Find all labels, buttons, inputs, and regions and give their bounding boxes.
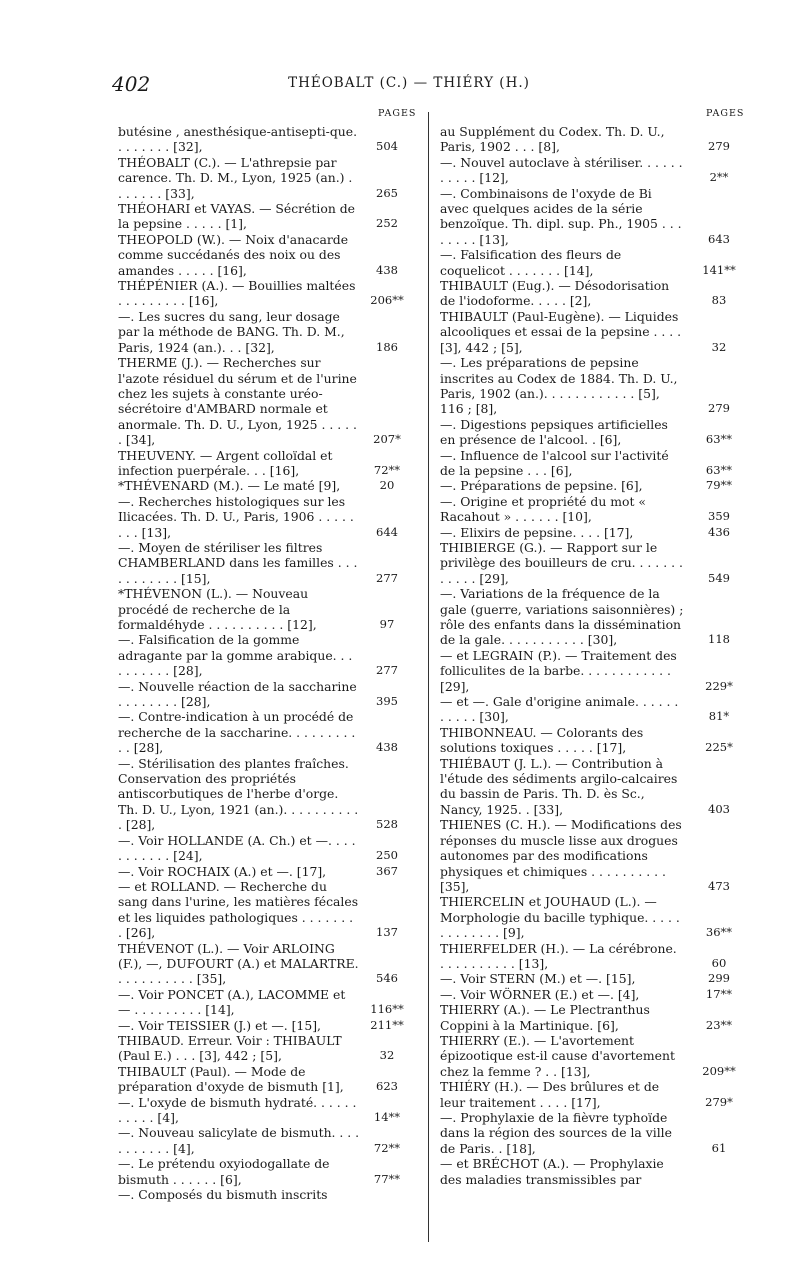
page-number: 402 (112, 72, 151, 96)
index-entry (440, 448, 746, 479)
entry-page: 265 (376, 185, 398, 200)
entry-text: THIBAULT (Paul-Eugène). — Liquides alcooliques et essai de la pepsine . . . . [3], 442 ; [5], (440, 308, 682, 355)
index-entry (440, 941, 746, 972)
entry-page: 79** (705, 478, 733, 493)
entry-text: —. Nouvel autoclave à stériliser. . . . . . . . . . . [12], (440, 154, 683, 186)
entry-text: —. Nouveau salicylate de bismuth. . . . . . . . . . . [4], (118, 1125, 360, 1156)
index-entry (440, 278, 746, 309)
entry-page: 252 (376, 216, 398, 231)
entry-page: 438 (376, 740, 398, 755)
index-entry (118, 355, 418, 447)
entry-page: 83 (711, 293, 727, 308)
entry-page: 63** (705, 462, 733, 477)
index-entry (440, 417, 746, 448)
index-entry (440, 756, 746, 818)
index-entry (118, 448, 418, 479)
left-entries (118, 124, 418, 1202)
entry-page: 209** (702, 1063, 736, 1078)
index-entry (440, 1079, 746, 1110)
entry-page: 644 (376, 524, 398, 539)
index-entry (118, 1187, 418, 1202)
index-entry (118, 155, 418, 201)
entry-text: THIBIERGE (G.). — Rapport sur le privilège des bouilleurs de cru. . . . . . . . . . . . [29], (440, 539, 683, 586)
entry-page: 359 (708, 509, 730, 524)
index-entry (440, 124, 746, 155)
index-entry (118, 879, 418, 941)
entry-page: 279 (708, 139, 730, 154)
index-entry (118, 1018, 418, 1033)
index-entry (118, 756, 418, 833)
entry-page: 14** (373, 1110, 401, 1124)
entry-page: 395 (376, 694, 398, 709)
entry-text: THÉOBALT (C.). — L'athrepsie par carence. Th. D. M., Lyon, 1925 (an.) . . . . . . . [33], (118, 154, 353, 201)
entry-page: 229* (705, 678, 733, 693)
index-entry (440, 186, 746, 248)
entry-page: 473 (708, 878, 730, 893)
entry-text: THÉOHARI et VAYAS. — Sécrétion de la pepsine . . . . . [1], (118, 201, 356, 232)
entry-text: —. Voir WÖRNER (E.) et —. [4], (440, 986, 640, 1002)
entry-text: —. Variations de la fréquence de la gale (guerre, variations saisonnières) ; rôle des enfants dans la dissémination de la gale. . . . . . . . . . . [30], (440, 586, 684, 648)
entry-text: THIERFELDER (H.). — La cérébrone. . . . . . . . . . . [13], (440, 940, 677, 971)
column-divider (428, 112, 429, 1242)
entry-page: 225* (705, 740, 733, 755)
entry-page: 403 (708, 801, 730, 816)
entry-text: THIERRY (A.). — Le Plectranthus Coppini à la Martinique. [6], (440, 1002, 650, 1033)
entry-text: THERME (J.). — Recherches sur l'azote résiduel du sérum et de l'urine chez les sujets à constante uréo-sécrétoire d'AMBARD normale et anormale. Th. D. U., Lyon, 1925 . . . . . . [34], (118, 355, 357, 448)
index-entry (440, 155, 746, 186)
entry-page: 277 (376, 570, 398, 585)
entry-text: —. Nouvelle réaction de la saccharine . . . . . . . . [28], (118, 678, 357, 710)
index-entry (118, 987, 418, 1018)
entry-text: —. Composés du bismuth inscrits (118, 1187, 328, 1203)
entry-text: THEOPOLD (W.). — Noix d'anacarde comme succédanés des noix ou des amandes . . . . . [16], (118, 231, 349, 278)
entry-page: 20 (379, 478, 395, 493)
index-entry (440, 540, 746, 586)
index-entry (118, 201, 418, 232)
entry-page: 63** (705, 432, 733, 447)
entry-page: 436 (708, 524, 730, 539)
index-entry (440, 694, 746, 725)
pages-column-label: PAGES (378, 108, 417, 119)
entry-page: 32 (379, 1048, 395, 1063)
entry-text: butésine , anesthésique-antisepti-que. . . . . . . . [32], (118, 124, 358, 155)
entry-text: THIENES (C. H.). — Modifications des réponses du muscle lisse aux drogues autonomes par des modifications physiques et chimiques . . . . . . . . . . [35], (440, 817, 682, 894)
index-entry (118, 494, 418, 540)
entry-text: — et LEGRAIN (P.). — Traitement des folliculites de la barbe. . . . . . . . . . . . [29], (440, 647, 677, 694)
entry-text: — et —. Gale d'origine animale. . . . . . . . . . . [30], (440, 694, 679, 725)
entry-text: *THÉVENON (L.). — Nouveau procédé de recherche de la formaldéhyde . . . . . . . . . . [12], (118, 586, 317, 632)
entry-text: —. Stérilisation des plantes fraîches. Conservation des propriétés antiscorbutiques de l'herbe d'orge. Th. D. U., Lyon, 1921 (an.). . . . . . . . . . . [28], (118, 755, 359, 833)
entry-text: —. Moyen de stériliser les filtres CHAMBERLAND dans les familles . . . . . . . . . . . [15], (118, 539, 358, 586)
index-entry (440, 247, 746, 278)
entry-page: 141** (702, 262, 736, 277)
entry-text: —. Falsification des fleurs de coquelicot . . . . . . . [14], (440, 247, 622, 278)
entry-text: —. Les préparations de pepsine inscrites au Codex de 1884. Th. D. U., Paris, 1902 (an.). . . . . . . . . . . . [5], 116 ; [8], (440, 355, 678, 417)
index-entry (118, 232, 418, 278)
index-entry (118, 309, 418, 355)
index-entry (440, 494, 746, 525)
entry-text: THIERCELIN et JOUHAUD (L.). — Morphologie du bacille typhique. . . . . . . . . . . . . [9], (440, 894, 680, 941)
entry-text: —. Origine et propriété du mot « Racahout » . . . . . . [10], (440, 493, 646, 525)
entry-page: 36** (705, 925, 733, 940)
entry-text: THIÉRY (H.). — Des brûlures et de leur traitement . . . . [17], (440, 1079, 660, 1110)
index-entry (440, 1156, 746, 1187)
entry-text: —. Voir HOLLANDE (A. Ch.) et —. . . . . . . . . . . [24], (118, 832, 356, 864)
index-entry (440, 987, 746, 1002)
entry-page: 60 (711, 955, 727, 970)
entry-text: —. Le prétendu oxyiodogallate de bismuth . . . . . . [6], (118, 1156, 330, 1187)
entry-page: 528 (376, 817, 398, 832)
entry-text: —. Préparations de pepsine. [6], (440, 478, 643, 494)
index-entry (118, 679, 418, 710)
entry-text: —. Recherches histologiques sur les Ilicacées. Th. D. U., Paris, 1906 . . . . . . . . [13], (118, 493, 354, 540)
entry-page: 299 (708, 971, 730, 986)
entry-page: 279 (708, 401, 730, 416)
entry-text: —. Voir ROCHAIX (A.) et —. [17], (118, 863, 327, 879)
index-entry (118, 278, 418, 309)
entry-page: 206** (370, 293, 404, 308)
pages-column-label: PAGES (706, 108, 745, 119)
index-entry (118, 1095, 418, 1126)
entry-text: —. L'oxyde de bismuth hydraté. . . . . . . . . . . [4], (118, 1094, 357, 1125)
entry-page: 438 (376, 262, 398, 277)
index-entry (440, 1110, 746, 1156)
index-entry (440, 586, 746, 648)
entry-text: —. Les sucres du sang, leur dosage par la méthode de BANG. Th. D. M., Paris, 1924 (an.). . . [32], (118, 308, 345, 355)
entry-page: 32 (711, 339, 727, 354)
entry-text: —. Falsification de la gomme adragante par la gomme arabique. . . . . . . . . . [28], (118, 632, 353, 679)
index-entry (118, 941, 418, 987)
entry-text: —. Voir PONCET (A.), LACOMME et — . . . . . . . . . [14], (118, 986, 346, 1018)
index-entry (118, 864, 418, 879)
left-column (118, 108, 418, 1248)
entry-text: THÉPÉNIER (A.). — Bouillies maltées . . . . . . . . . [16], (118, 278, 356, 309)
entry-text: — et BRÉCHOT (A.). — Prophylaxie des maladies transmissibles par (440, 1156, 664, 1187)
index-entry (440, 648, 746, 694)
entry-page: 77** (373, 1171, 401, 1186)
index-entry (118, 586, 418, 632)
index-entry (440, 894, 746, 940)
entry-page: 2** (709, 170, 729, 185)
entry-text: THIERRY (E.). — L'avortement épizootique est-il cause d'avortement chez la femme ? . . [13], (440, 1032, 675, 1079)
index-entry (440, 971, 746, 986)
index-entry (118, 1156, 418, 1187)
index-entry (118, 1064, 418, 1095)
entry-page: 207* (373, 432, 401, 447)
index-entry (440, 478, 746, 493)
index-entry (440, 725, 746, 756)
index-entry (118, 632, 418, 678)
index-entry (440, 309, 746, 355)
entry-text: —. Prophylaxie de la fièvre typhoïde dans la région des sources de la ville de Paris. . [18], (440, 1110, 672, 1156)
index-entry (118, 124, 418, 155)
entry-text: *THÉVENARD (M.). — Le maté [9], (118, 478, 341, 494)
entry-text: au Supplément du Codex. Th. D. U., Paris, 1902 . . . [8], (440, 124, 665, 155)
entry-page: 23** (705, 1017, 733, 1032)
index-entry (440, 1033, 746, 1079)
entry-page: 367 (376, 863, 398, 878)
entry-text: THIBONNEAU. — Colorants des solutions toxiques . . . . . [17], (440, 724, 644, 756)
entry-page: 546 (376, 971, 398, 986)
entry-text: —. Voir STERN (M.) et —. [15], (440, 971, 636, 987)
entry-text: THÉVENOT (L.). — Voir ARLOING (F.), —, DUFOURT (A.) et MALARTRE. . . . . . . . . . . [35], (118, 940, 359, 987)
index-entry (118, 833, 418, 864)
index-entry (440, 817, 746, 894)
index-entry (118, 1033, 418, 1064)
index-entry (440, 525, 746, 540)
entry-page: 137 (376, 925, 398, 940)
entry-text: —. Voir TEISSIER (J.) et —. [15], (118, 1017, 321, 1033)
entry-page: 17** (705, 986, 733, 1001)
entry-text: —. Digestions pepsiques artificielles en présence de l'alcool. . [6], (440, 416, 668, 448)
index-entry (440, 1002, 746, 1033)
entry-page: 72** (373, 1140, 401, 1155)
entry-page: 61 (711, 1140, 727, 1155)
page-header (112, 72, 706, 96)
entry-text: THEUVENY. — Argent colloïdal et infection puerpérale. . . [16], (118, 447, 333, 478)
entry-page: 277 (376, 663, 398, 678)
entry-page: 279* (705, 1094, 733, 1109)
entry-text: THIBAULT (Eug.). — Désodorisation de l'iodoforme. . . . . [2], (440, 278, 670, 309)
index-entry (118, 1125, 418, 1156)
index-entry (118, 478, 418, 493)
entry-page: 97 (379, 617, 395, 631)
entry-text: THIÉBAUT (J. L.). — Contribution à l'étude des sédiments argilo-calcaires du bassin de Paris. Th. D. ès Sc., Nancy, 1925. . [33], (440, 755, 678, 817)
entry-page: 623 (376, 1079, 398, 1094)
right-entries (440, 124, 746, 1187)
index-entry (440, 355, 746, 417)
entry-page: 643 (708, 231, 730, 246)
entry-page: 81* (708, 709, 730, 724)
entry-text: —. Contre-indication à un procédé de recherche de la saccharine. . . . . . . . . . . [28], (118, 709, 356, 756)
entry-page: 250 (376, 848, 398, 863)
running-title: THÉOBALT (C.) — THIÉRY (H.) (288, 75, 530, 91)
entry-text: — et ROLLAND. — Recherche du sang dans l'urine, les matières fécales et les liquides pathologiques . . . . . . . . [26], (118, 878, 359, 941)
entry-text: —. Elixirs de pepsine. . . . [17], (440, 524, 634, 540)
index-entry (118, 709, 418, 755)
entry-page: 186 (376, 339, 398, 354)
right-column (440, 108, 746, 1248)
entry-page: 504 (376, 139, 398, 154)
entry-page: 118 (708, 632, 730, 647)
entry-page: 549 (708, 570, 730, 585)
index-entry (118, 540, 418, 586)
entry-page: 72** (373, 462, 401, 477)
entry-text: —. Combinaisons de l'oxyde de Bi avec quelques acides de la série benzoïque. Th. dipl. sup. Ph., 1905 . . . . . . . . [13], (440, 185, 682, 247)
entry-text: THIBAULT (Paul). — Mode de préparation d'oxyde de bismuth [1], (118, 1063, 344, 1095)
entry-page: 211** (370, 1017, 404, 1032)
entry-text: —. Influence de l'alcool sur l'activité de la pepsine . . . [6], (440, 447, 669, 478)
entry-text: THIBAUD. Erreur. Voir : THIBAULT (Paul E.) . . . [3], 442 ; [5], (118, 1032, 342, 1064)
entry-page: 116** (370, 1002, 404, 1017)
